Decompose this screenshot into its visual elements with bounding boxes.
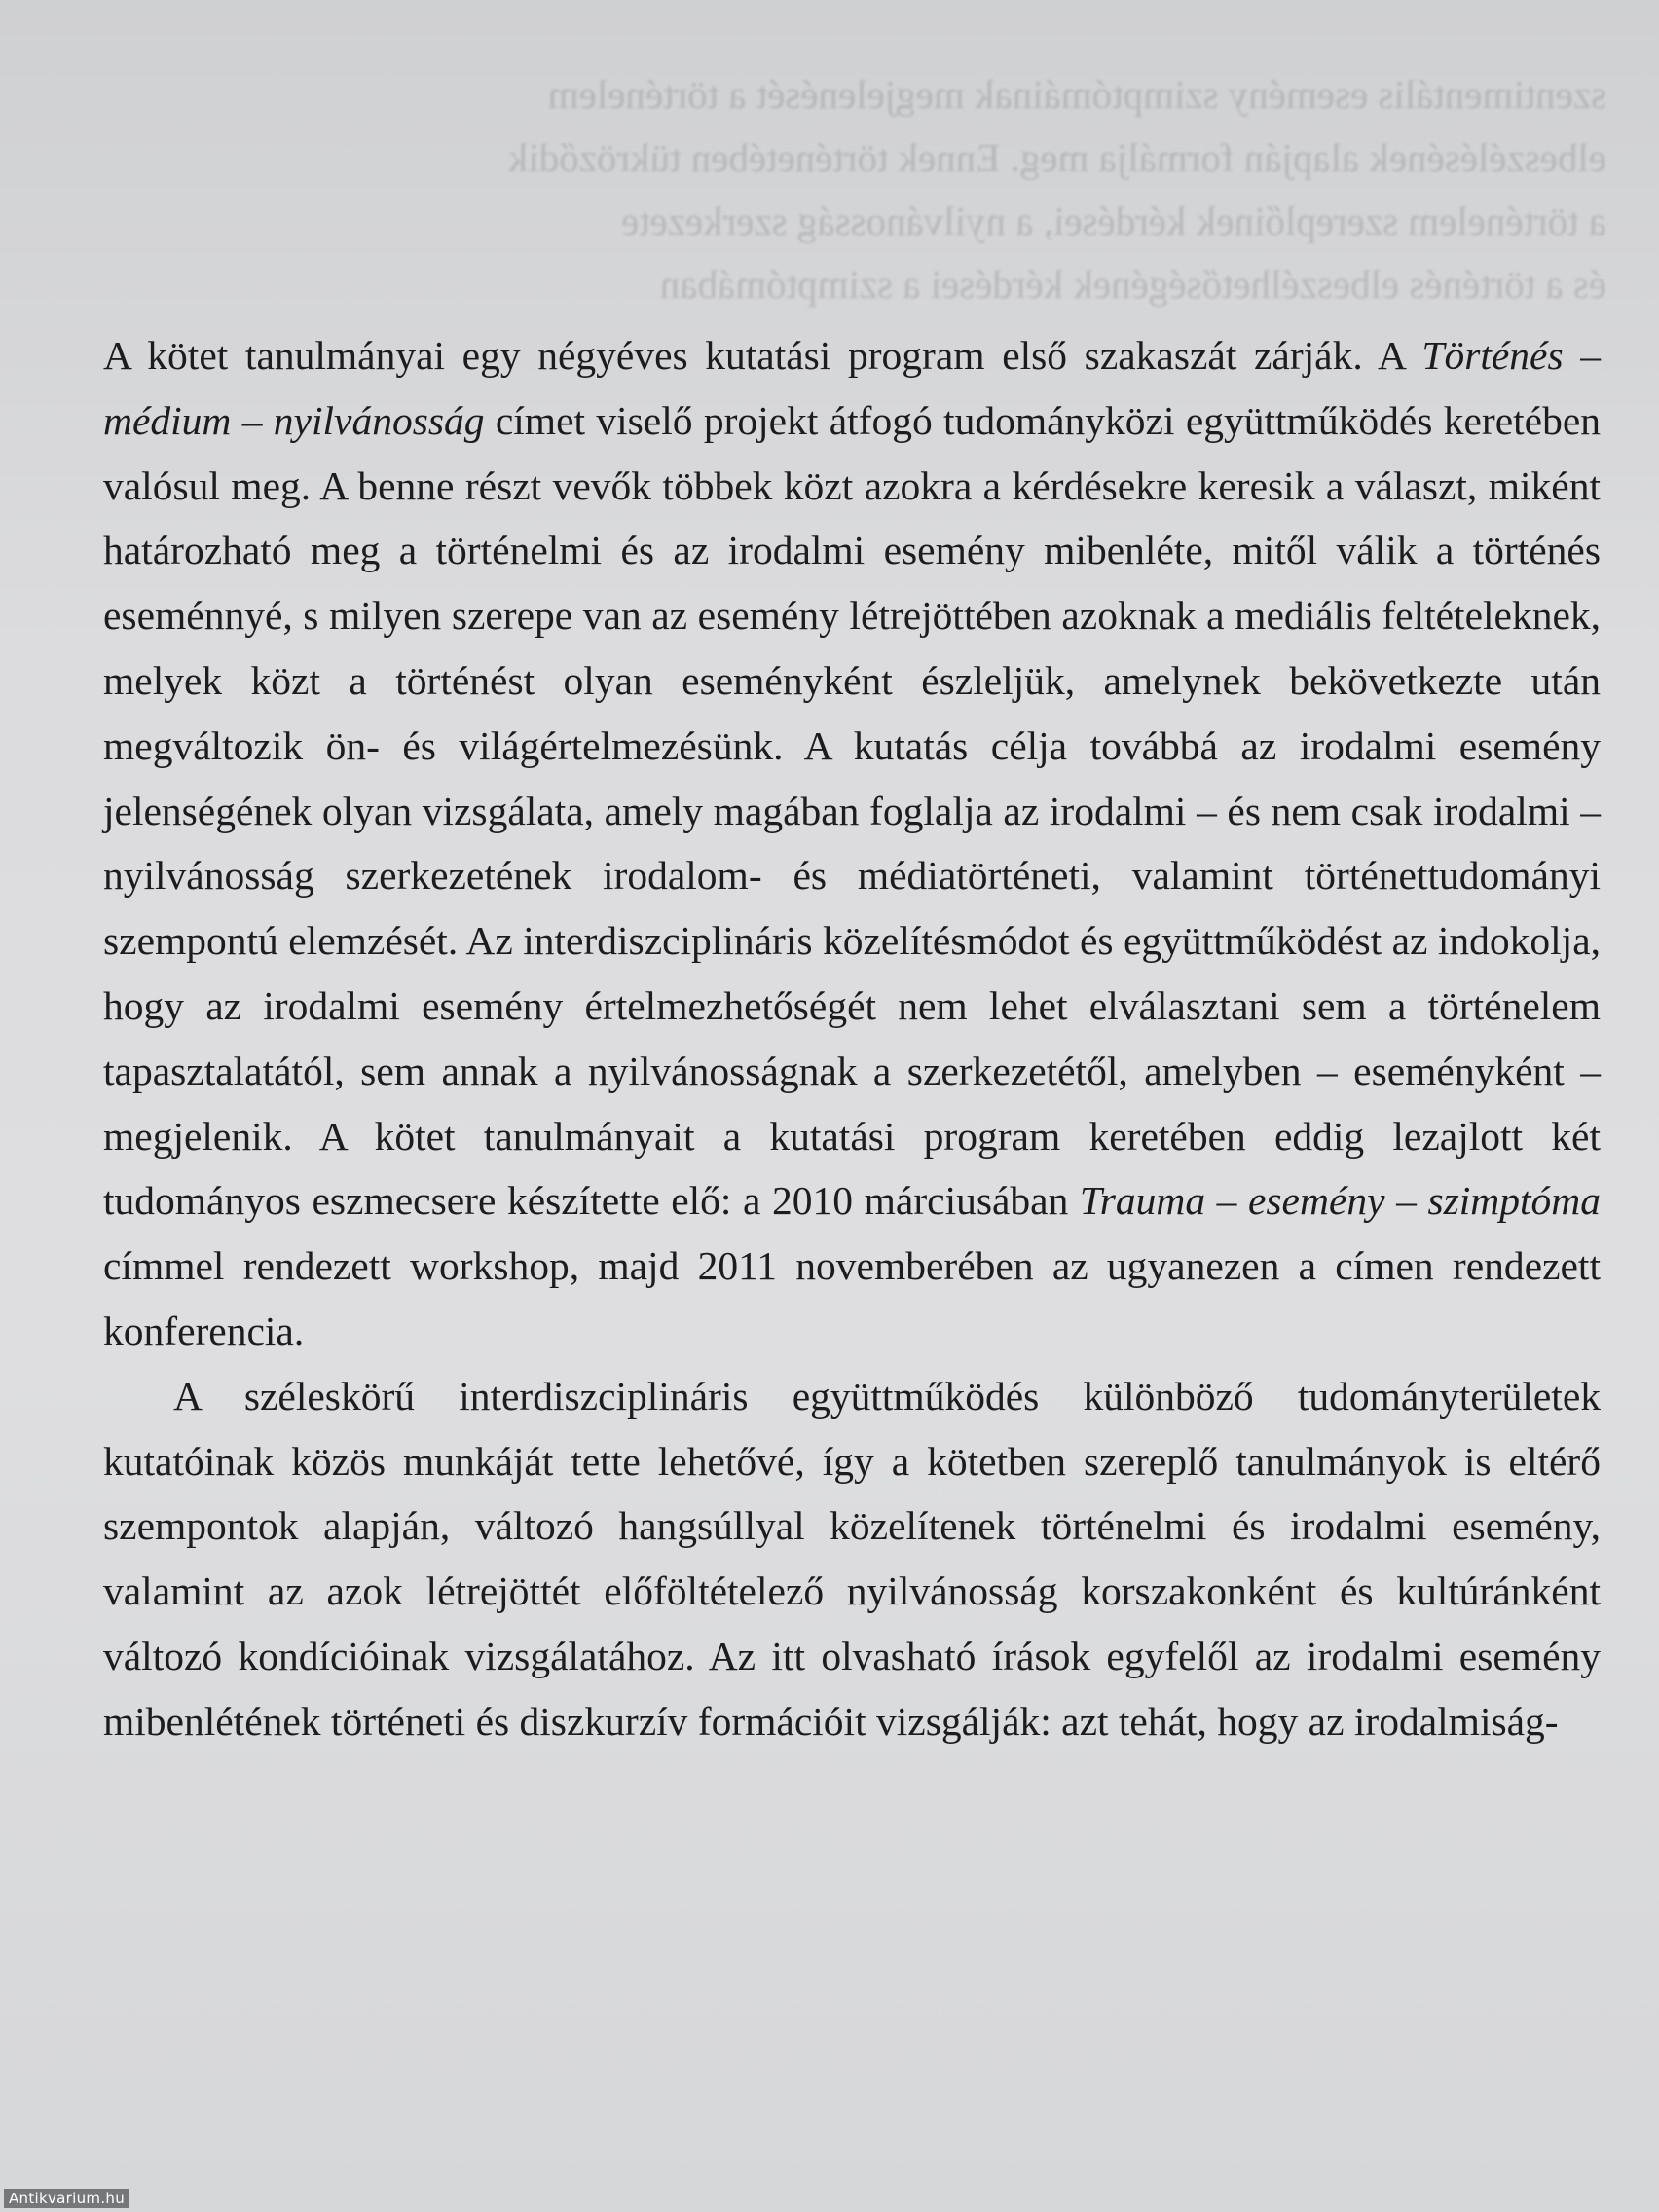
watermark: Antikvarium.hu [4,2189,129,2208]
paragraph-1-part-1: A kötet tanulmányai egy négyéves kutatási program első szakaszát zárják. A [103,333,1422,378]
body-text [103,323,1601,1754]
paragraph-2: A széleskörű interdiszciplináris együttműködés különböző tudományterületek kutatóinak közös munkáját tette lehetővé, így a kötetben szereplő tanulmányok is eltérő szempontok alapján, változó hangsúllyal közelítenek történelmi és irodalmi esemény, valamint az azok létrejöttét előföltételező nyilvánosság korszakonként és kultúránként változó kondícióinak vizsgálatához. Az itt olvasható írások egyfelől az irodalmi esemény mibenlétének történeti és diszkurzív formációit vizsgálják: azt tehát, hogy az irodalmiság- [103,1373,1601,1744]
show-through-text: szentimentális esemény szimptómáinak megjelenését a történelem elbeszélésének alapján formálja meg. Ennek történetében tükröződik a történelem szereplőinek kérdései, a nyilvánosság szerkezete és a történés elbeszélhetőségének kérdései a szimptómában [507,72,1606,307]
paragraph-1-part-3: címmel rendezett workshop, majd 2011 novemberében az ugyanezen a címen rendezett konferencia. [103,1243,1601,1353]
workshop-title: Trauma – esemény – szimptóma [1079,1178,1601,1224]
paragraph-1-part-2: címet viselő projekt átfogó tudományközi együttműködés keretében valósul meg. A benne részt vevők többek közt azokra a kérdésekre keresik a választ, miként határozható meg a történelmi és az irodalmi esemény mibenléte, mitől válik a történés eseménnyé, s milyen szerepe van az esemény létrejöttében azoknak a mediális feltételeknek, melyek közt a történést olyan eseményként észleljük, amelynek bekövetkezte után megváltozik ön- és világértelmezésünk. A kutatás célja továbbá az irodalmi esemény jelenségének olyan vizsgálata, amely magában foglalja az irodalmi – és nem csak irodalmi – nyilvánosság szerkezetének irodalom- és médiatörténeti, valamint történettudományi szempontú elemzését. Az interdiszciplináris közelítésmódot és együttműködést az indokolja, hogy az irodalmi esemény értelmezhetőségét nem lehet elválasztani sem a történelem tapasztalatától, sem annak a nyilvánosságnak a szerkezetétől, amelyben – eseményként – megjelenik. A kötet tanulmányait a kutatási program keretében eddig lezajlott két tudományos eszmecsere készítette elő: a 2010 márciusában [103,397,1602,1224]
project-title: Történés – médium – nyilvánosság [103,333,1601,443]
paragraph-1 [103,323,1601,1364]
